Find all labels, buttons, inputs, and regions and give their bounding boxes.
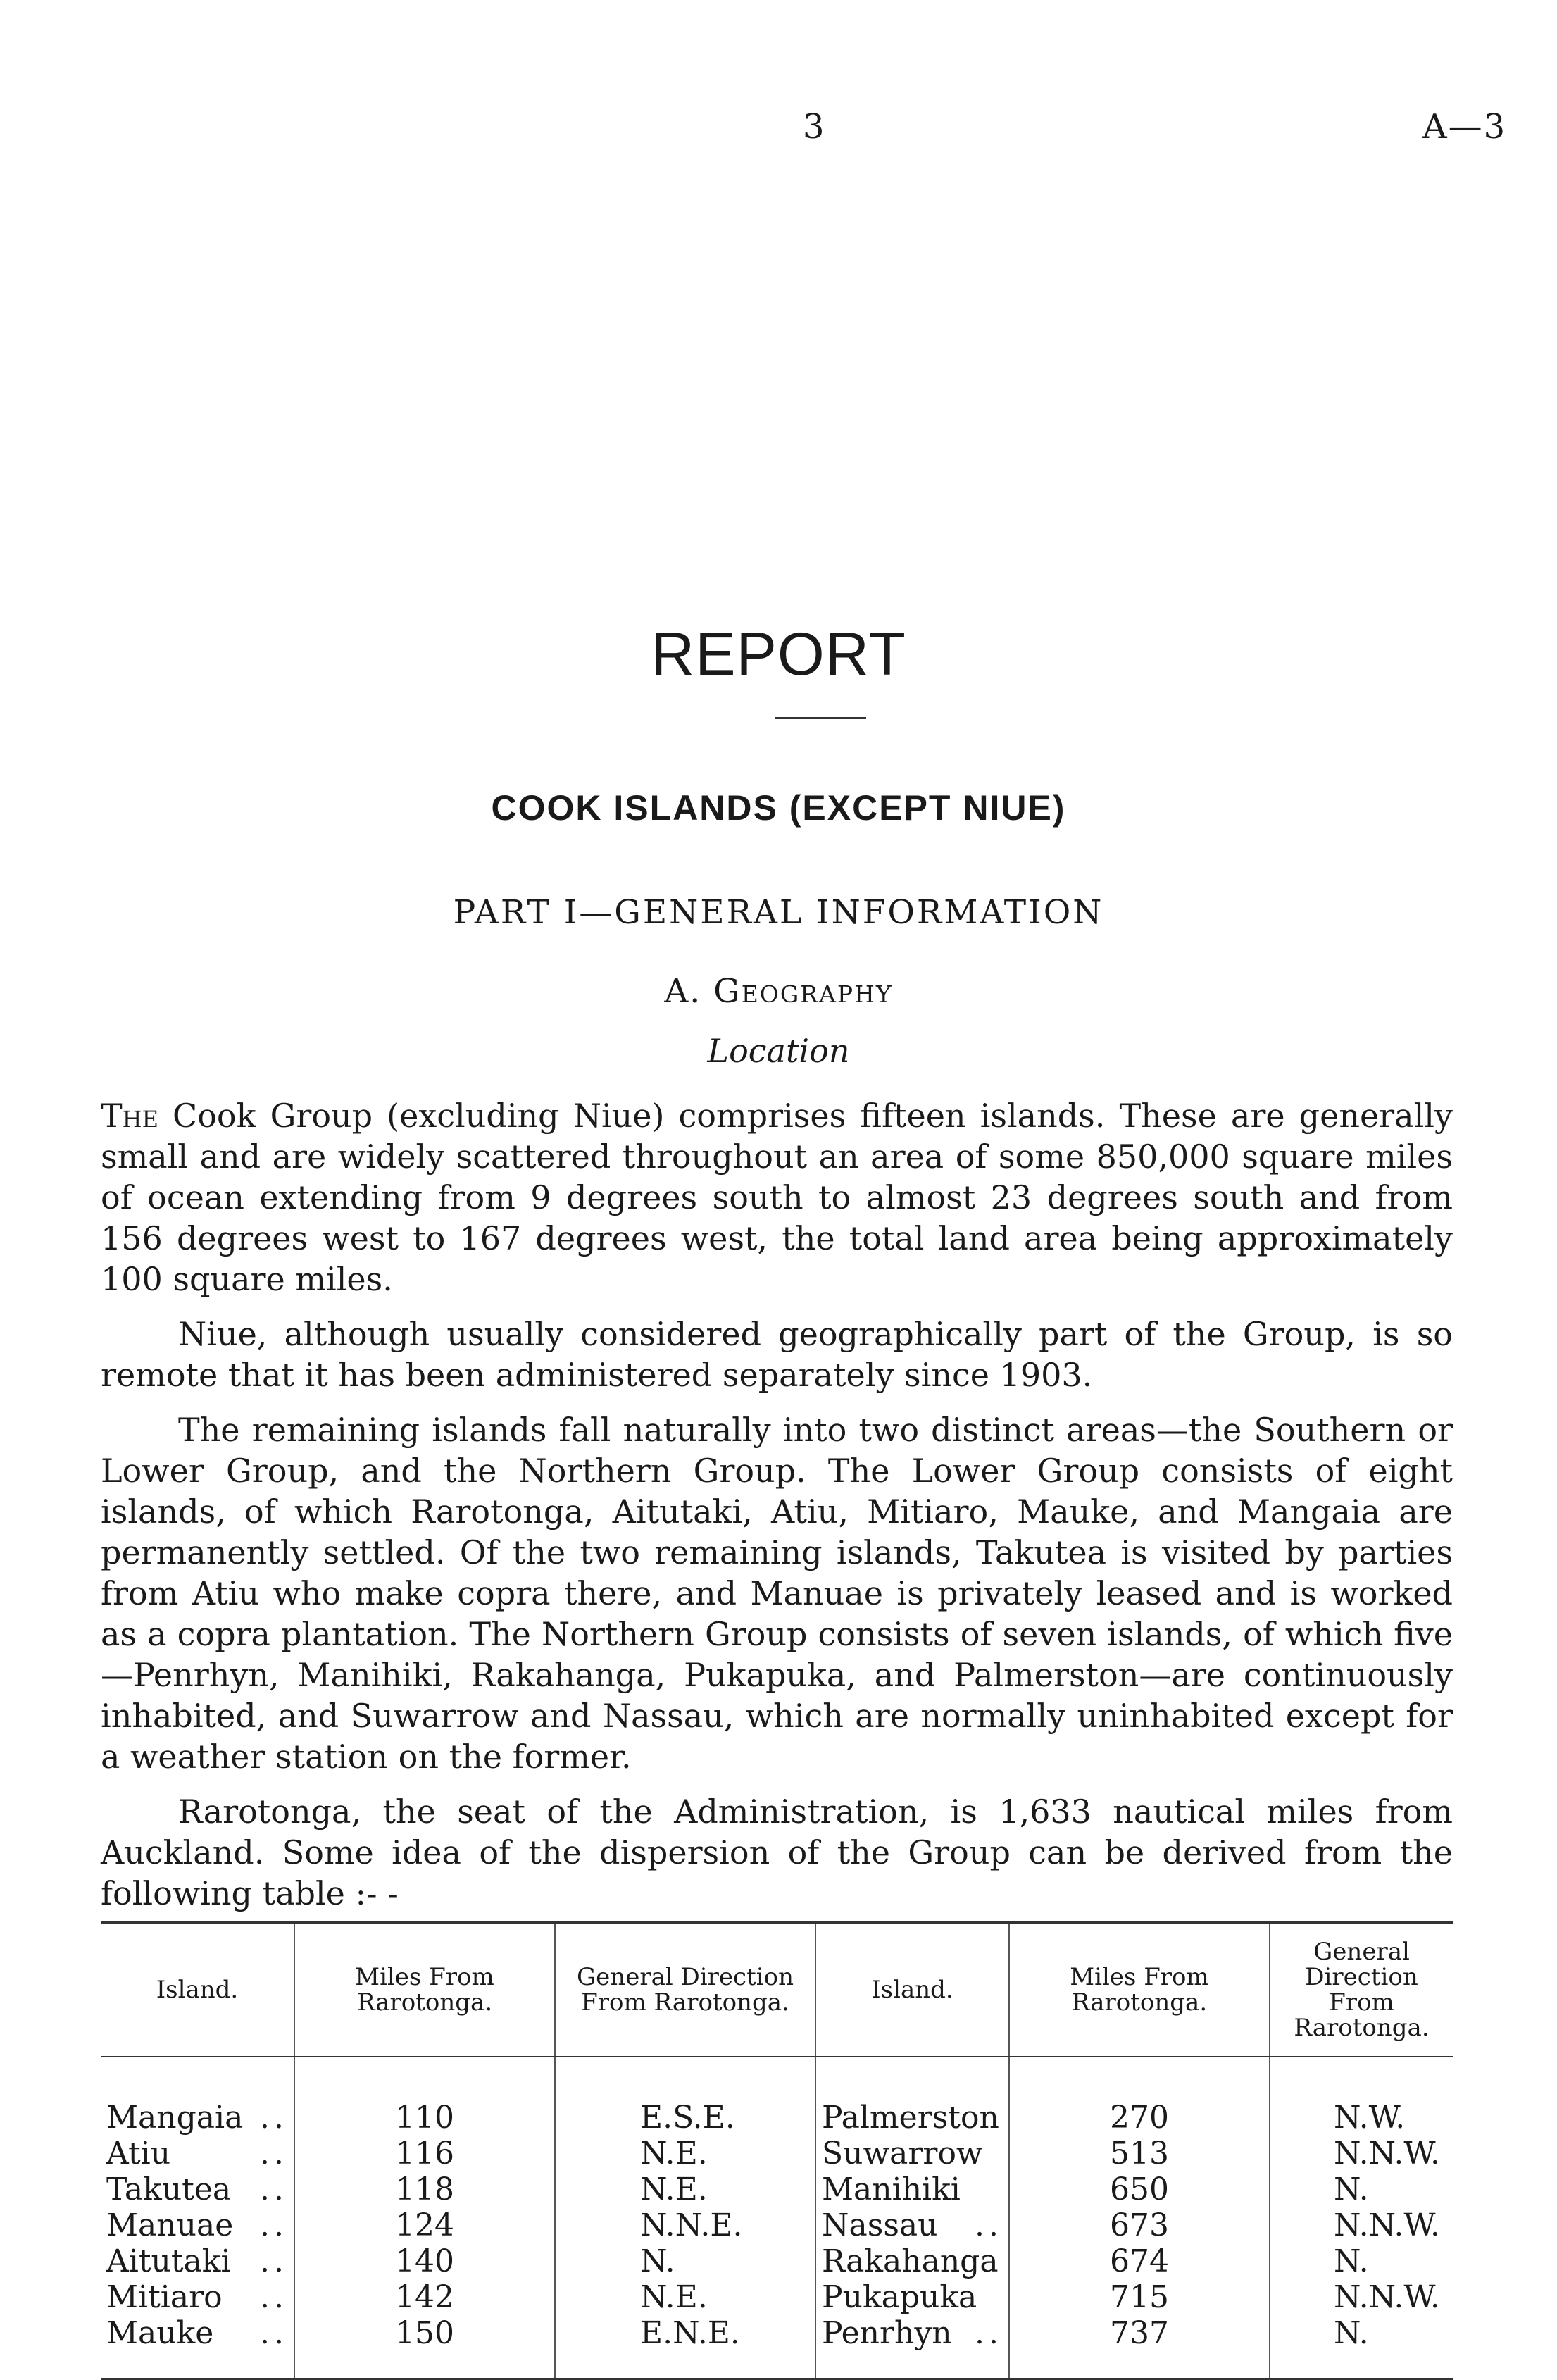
header-miles-right: Miles From Rarotonga. [1009,1923,1270,2057]
miles-cell-text: 116 [395,2136,454,2172]
paragraph-1-lead: The [101,1097,158,1135]
miles-cell [1009,2100,1270,2136]
island-cell [101,2172,294,2207]
miles-cell-text: 110 [395,2100,454,2136]
island-cell [815,2243,1009,2279]
island-cell [101,2207,294,2243]
direction-cell-text: N.N.E. [640,2207,743,2243]
paragraph-2: Niue, although usually considered geographically part of the Group, is so remote that it has been administered separately since 1903. [101,1315,1453,1394]
table-row [101,2136,1453,2172]
header-island-right: Island. [815,1923,1009,2057]
body-text [101,1095,1453,1928]
direction-cell-text: N. [1334,2315,1369,2351]
header-direction-left: General Direction From Rarotonga. [555,1923,815,2057]
paragraph-4: Rarotonga, the seat of the Administration, is 1,633 nautical miles from Auckland. Some idea of the dispersion of the Group can be derived from the following table :- - [101,1793,1453,1912]
direction-cell [1270,2243,1453,2279]
direction-cell-text: N.N.W. [1334,2136,1440,2172]
dot-leader: .. [260,2136,288,2172]
island-cell-text: Mauke [106,2315,214,2351]
miles-cell-text: 142 [395,2279,454,2315]
direction-cell [555,2100,815,2136]
island-cell [101,2315,294,2379]
island-cell-text: Mitiaro [106,2279,223,2315]
direction-cell-text: N.W. [1334,2100,1406,2136]
miles-cell [1009,2136,1270,2172]
direction-cell [1270,2100,1453,2136]
island-cell-text: Manihiki [822,2172,961,2207]
table-row [101,2279,1453,2315]
miles-cell [294,2172,555,2207]
paragraph-3: The remaining islands fall naturally into two distinct areas—the Southern or Lower Group, and the Northern Group. The Lower Group consists of eight islands, of which Rarotonga, Aitutaki, Atiu, Mitiaro, Mauke, and Mangaia are permanently settled. Of the two remaining islands, Takutea is visited by parties from Atiu who make copra there, and Manuae is privately leased and is worked as a copra plantation. The Northern Group consists of seven islands, of which five—Penrhyn, Manihiki, Rakahanga, Pukapuka, and Palmerston—are continuously inhabited, and Suwarrow and Nassau, which are normally uninhabited except for a weather station on the former. [101,1411,1453,1776]
direction-cell-text: E.S.E. [640,2100,735,2136]
island-cell [101,2136,294,2172]
miles-cell-text: 124 [395,2207,454,2243]
island-cell-text: Manuae [106,2207,234,2243]
dot-leader: .. [260,2243,288,2279]
island-cell-text: Takutea [106,2172,232,2207]
direction-cell [1270,2172,1453,2207]
island-cell-text: Palmerston [822,2100,999,2136]
miles-cell-text: 270 [1110,2100,1169,2136]
part-heading: PART I—GENERAL INFORMATION [453,893,1104,932]
miles-cell [294,2243,555,2279]
direction-cell [555,2136,815,2172]
direction-cell [1270,2136,1453,2172]
island-cell [101,2100,294,2136]
paragraph-1-text: Cook Group (excluding Niue) comprises fifteen islands. These are generally small and are widely scattered throughout an area of some 850,000 square miles of ocean extending from 9 degrees south to almost 23 degrees south and from 156 degrees west to 167 degrees west, the total land area being approximately 100 square miles. [101,1097,1453,1298]
table-row [101,2207,1453,2243]
header-island-left: Island. [101,1923,294,2057]
direction-cell-text: E.N.E. [640,2315,740,2351]
miles-cell-text: 140 [395,2243,454,2279]
island-cell [815,2136,1009,2172]
subsection-heading: Location [707,1032,850,1070]
island-cell [815,2315,1009,2379]
island-cell [815,2100,1009,2136]
direction-cell [555,2279,815,2315]
header-direction-right: General Direction From Rarotonga. [1270,1923,1453,2057]
table-row [101,2315,1453,2379]
miles-cell-text: 650 [1110,2172,1169,2207]
dot-leader: .. [260,2100,288,2136]
distance-table [101,1921,1453,2380]
island-cell-text: Suwarrow [822,2136,983,2172]
dot-leader: .. [260,2279,288,2315]
miles-cell [1009,2243,1270,2279]
miles-cell-text: 674 [1110,2243,1169,2279]
table-header-row [101,1923,1453,2057]
dot-leader: .. [975,2315,1003,2351]
miles-cell [294,2279,555,2315]
miles-cell [1009,2315,1270,2379]
direction-cell-text: N.E. [640,2279,708,2315]
miles-cell-text: 737 [1110,2315,1169,2351]
report-subtitle: COOK ISLANDS (EXCEPT NIUE) [491,788,1066,828]
miles-cell [1009,2207,1270,2243]
miles-cell-text: 150 [395,2315,454,2351]
island-cell [815,2279,1009,2315]
table-row [101,2100,1453,2136]
miles-cell-text: 118 [395,2172,454,2207]
miles-cell [1009,2172,1270,2207]
title-divider [775,717,866,719]
island-cell-text: Atiu [106,2136,171,2172]
island-cell-text: Aitutaki [106,2243,231,2279]
direction-cell-text: N. [640,2243,675,2279]
direction-cell [1270,2279,1453,2315]
table-row [101,2172,1453,2207]
miles-cell [294,2136,555,2172]
island-cell [101,2279,294,2315]
direction-cell [1270,2315,1453,2379]
miles-cell [1009,2279,1270,2315]
report-title: REPORT [651,621,906,688]
direction-cell-text: N.N.W. [1334,2207,1440,2243]
direction-cell-text: N.N.W. [1334,2279,1440,2315]
miles-cell [294,2100,555,2136]
miles-cell-text: 513 [1110,2136,1169,2172]
direction-cell-text: N. [1334,2243,1369,2279]
table-spacer-row [101,2057,1453,2100]
island-cell-text: Rakahanga [822,2243,999,2279]
island-cell-text: Pukapuka [822,2279,977,2315]
header-miles-left: Miles From Rarotonga. [294,1923,555,2057]
island-cell-text: Nassau [822,2207,938,2243]
table-row [101,2243,1453,2279]
miles-cell [294,2315,555,2379]
page-number: 3 [803,107,825,147]
paragraph-1 [101,1095,1453,1300]
direction-cell [555,2207,815,2243]
miles-cell [294,2207,555,2243]
island-cell [815,2172,1009,2207]
miles-cell-text: 715 [1110,2279,1169,2315]
direction-cell [555,2315,815,2379]
island-cell-text: Penrhyn [822,2315,952,2351]
dot-leader: .. [260,2315,288,2351]
direction-cell-text: N.E. [640,2136,708,2172]
miles-cell-text: 673 [1110,2207,1169,2243]
dot-leader: .. [260,2172,288,2207]
island-cell [101,2243,294,2279]
island-cell [815,2207,1009,2243]
series-code: A—3 [1422,107,1507,147]
dot-leader: .. [975,2207,1003,2243]
island-cell-text: Mangaia [106,2100,244,2136]
direction-cell-text: N. [1334,2172,1369,2207]
direction-cell-text: N.E. [640,2172,708,2207]
direction-cell [1270,2207,1453,2243]
direction-cell [555,2172,815,2207]
dot-leader: .. [260,2207,288,2243]
section-heading: A. Geography [664,972,893,1011]
direction-cell [555,2243,815,2279]
